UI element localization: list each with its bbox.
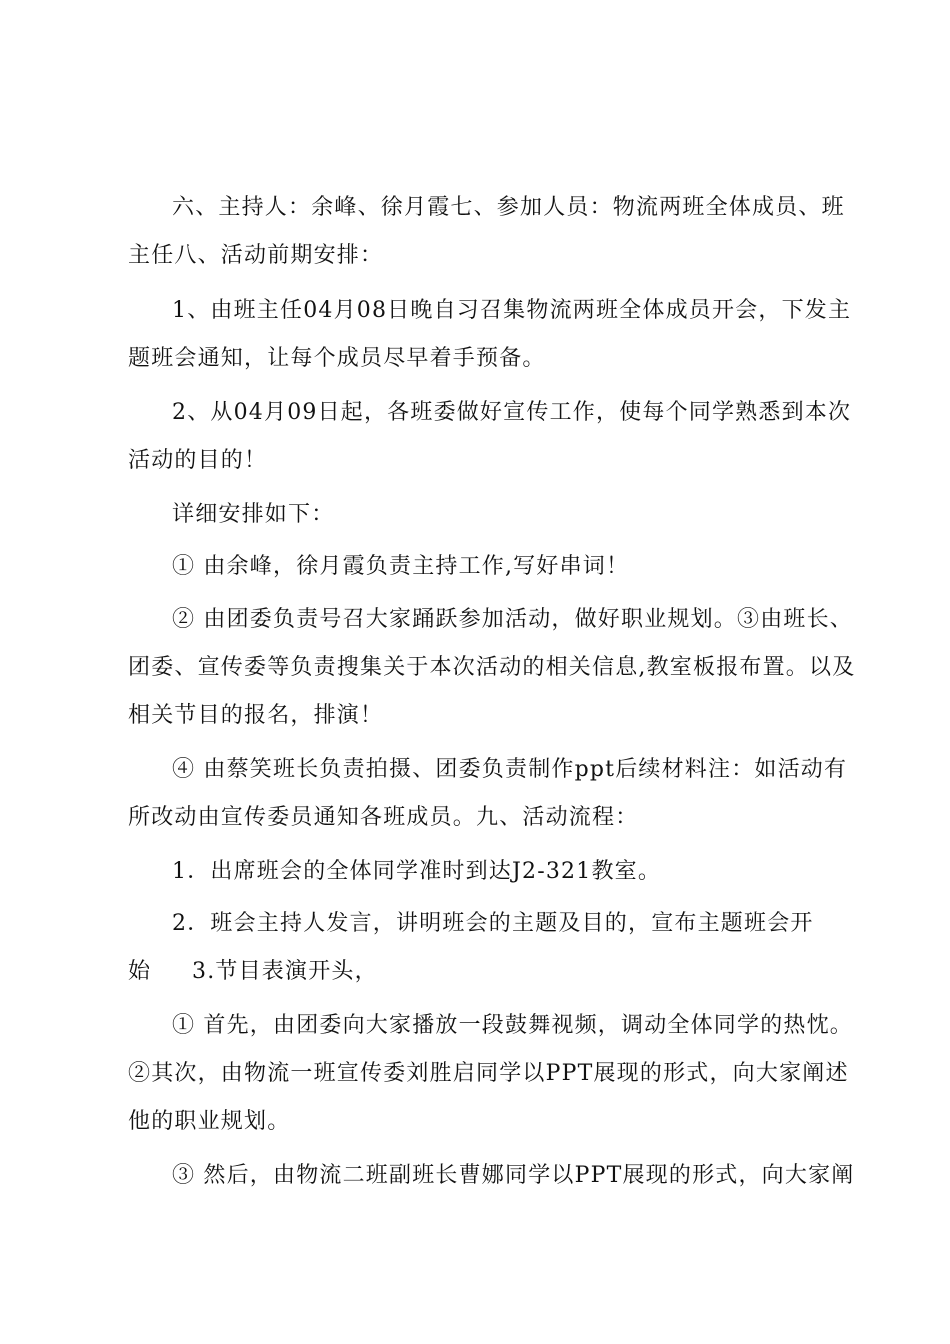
text-line: ① 首先，由团委向大家播放一段鼓舞视频，调动全体同学的热忱。	[172, 1013, 853, 1038]
text-line: 详细安排如下：	[172, 502, 335, 527]
text-line: ① 由余峰，徐月霞负责主持工作,写好串词！	[172, 554, 630, 579]
text-line: 活动的目的！	[128, 448, 268, 473]
text-line: ②其次，由物流一班宣传委刘胜启同学以PPT展现的形式，向大家阐述	[128, 1061, 849, 1086]
text-line: 3.节目表演开头，	[192, 959, 378, 984]
text-line: 2．班会主持人发言，讲明班会的主题及目的，宣布主题班会开	[172, 911, 814, 936]
text-line: 团委、宣传委等负责搜集关于本次活动的相关信息,教室板报布置。以及	[128, 655, 856, 680]
text-line: 主任八、活动前期安排：	[128, 243, 384, 268]
text-line: 1、由班主任04月08日晚自习召集物流两班全体成员开会，下发主	[172, 298, 852, 323]
text-line: 所改动由宣传委员通知各班成员。九、活动流程：	[128, 805, 639, 830]
text-line: ③ 然后，由物流二班副班长曹娜同学以PPT展现的形式，向大家阐	[172, 1163, 855, 1188]
text-line: ④ 由蔡笑班长负责拍摄、团委负责制作ppt后续材料注：如活动有	[172, 757, 848, 782]
text-line: 六、主持人：余峰、徐月霞七、参加人员：物流两班全体成员、班	[172, 195, 845, 220]
text-line: 题班会通知，让每个成员尽早着手预备。	[128, 346, 546, 371]
text-line: 始	[128, 959, 152, 984]
text-line: 相关节目的报名，排演！	[128, 703, 384, 728]
text-line: 他的职业规划。	[128, 1109, 291, 1134]
text-line: 2、从04月09日起，各班委做好宣传工作，使每个同学熟悉到本次	[172, 400, 852, 425]
text-line: 1．出席班会的全体同学准时到达J2-321教室。	[172, 859, 662, 884]
text-line: ② 由团委负责号召大家踊跃参加活动，做好职业规划。③由班长、	[172, 607, 853, 632]
